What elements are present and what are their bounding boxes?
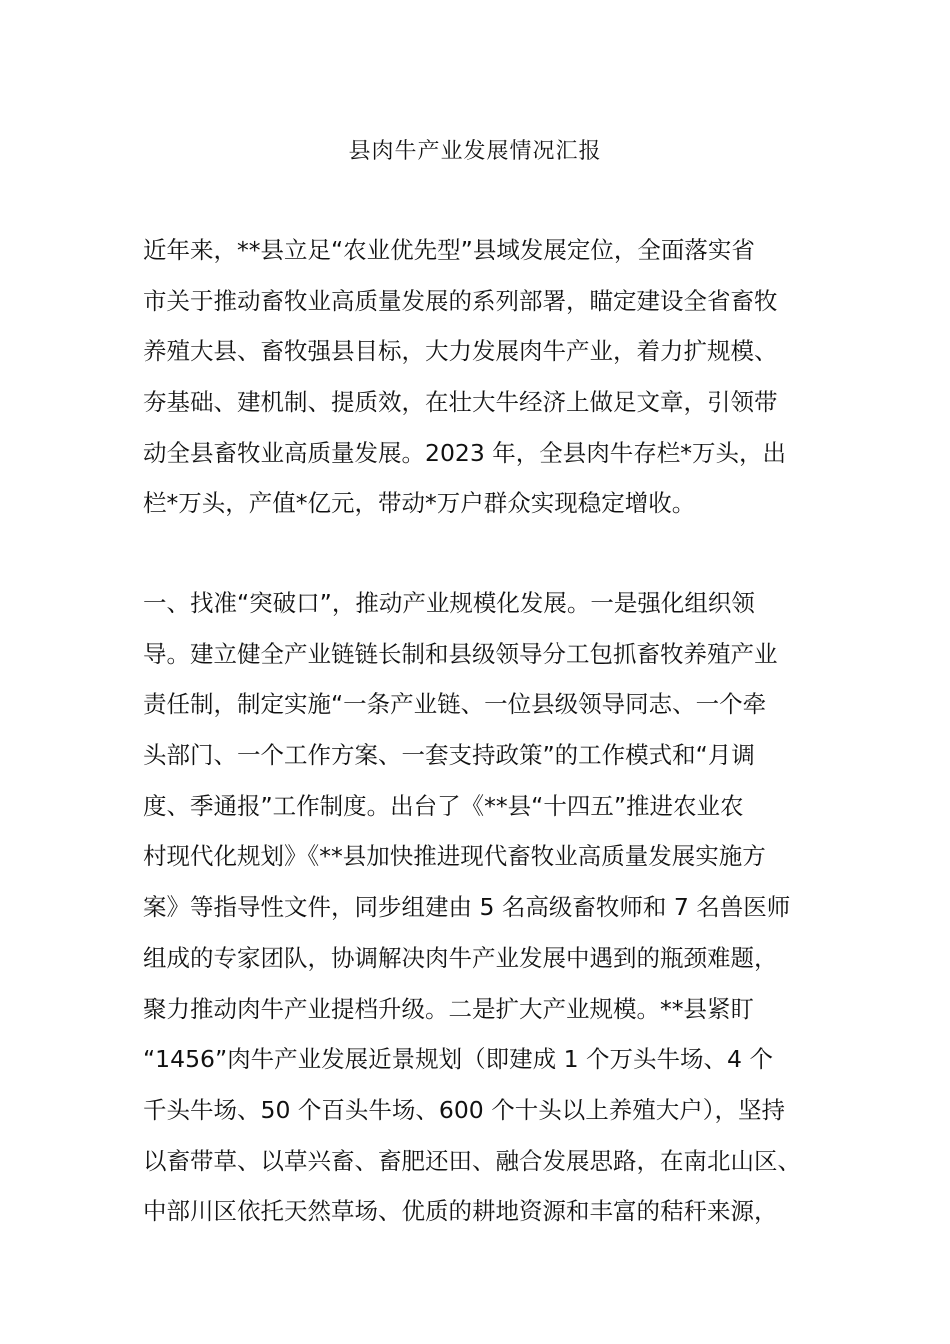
text-line: 组成的专家团队，协调解决肉牛产业发展中遇到的瓶颈难题， xyxy=(143,943,778,972)
paragraph-intro xyxy=(143,225,823,529)
text-line: 市关于推动畜牧业高质量发展的系列部署，瞄定建设全省畜牧 xyxy=(143,286,778,315)
paragraph-section-one xyxy=(143,578,823,1237)
text-line: 责任制，制定实施“一条产业链、一位县级领导同志、一个牵 xyxy=(143,690,767,719)
text-line: 村现代化规划》《**县加快推进现代畜牧业高质量发展实施方 xyxy=(143,842,766,871)
text-line: 案》等指导性文件，同步组建由 5 名高级畜牧师和 7 名兽医师 xyxy=(143,893,791,922)
document-title: 县肉牛产业发展情况汇报 xyxy=(348,139,602,164)
text-line: 千头牛场、50 个百头牛场、600 个十头以上养殖大户），坚持 xyxy=(143,1095,785,1124)
text-line: 养殖大县、畜牧强县目标，大力发展肉牛产业，着力扩规模、 xyxy=(143,337,778,366)
text-line: 近年来，**县立足“农业优先型”县域发展定位，全面落实省 xyxy=(143,236,755,264)
text-line: 以畜带草、以草兴畜、畜肥还田、融合发展思路，在南北山区、 xyxy=(143,1146,801,1175)
text-line: 度、季通报”工作制度。出台了《**县“十四五”推进农业农 xyxy=(143,791,744,820)
text-line: 栏*万头，产值*亿元，带动*万户群众实现稳定增收。 xyxy=(143,489,696,518)
text-line: 一、找准“突破口”，推动产业规模化发展。一是强化组织领 xyxy=(143,589,755,617)
text-line: 聚力推动肉牛产业提档升级。二是扩大产业规模。**县紧盯 xyxy=(143,994,754,1023)
text-line: “1456”肉牛产业发展近景规划（即建成 1 个万头牛场、4 个 xyxy=(143,1045,773,1074)
text-line: 头部门、一个工作方案、一套支持政策”的工作模式和“月调 xyxy=(143,741,755,770)
text-line: 夯基础、建机制、提质效，在壮大牛经济上做足文章，引领带 xyxy=(143,388,778,417)
text-line: 导。建立健全产业链链长制和县级领导分工包抓畜牧养殖产业 xyxy=(143,639,778,668)
text-line: 动全县畜牧业高质量发展。2023 年，全县肉牛存栏*万头，出 xyxy=(143,438,787,467)
text-line: 中部川区依托天然草场、优质的耕地资源和丰富的秸秆来源， xyxy=(143,1197,778,1226)
